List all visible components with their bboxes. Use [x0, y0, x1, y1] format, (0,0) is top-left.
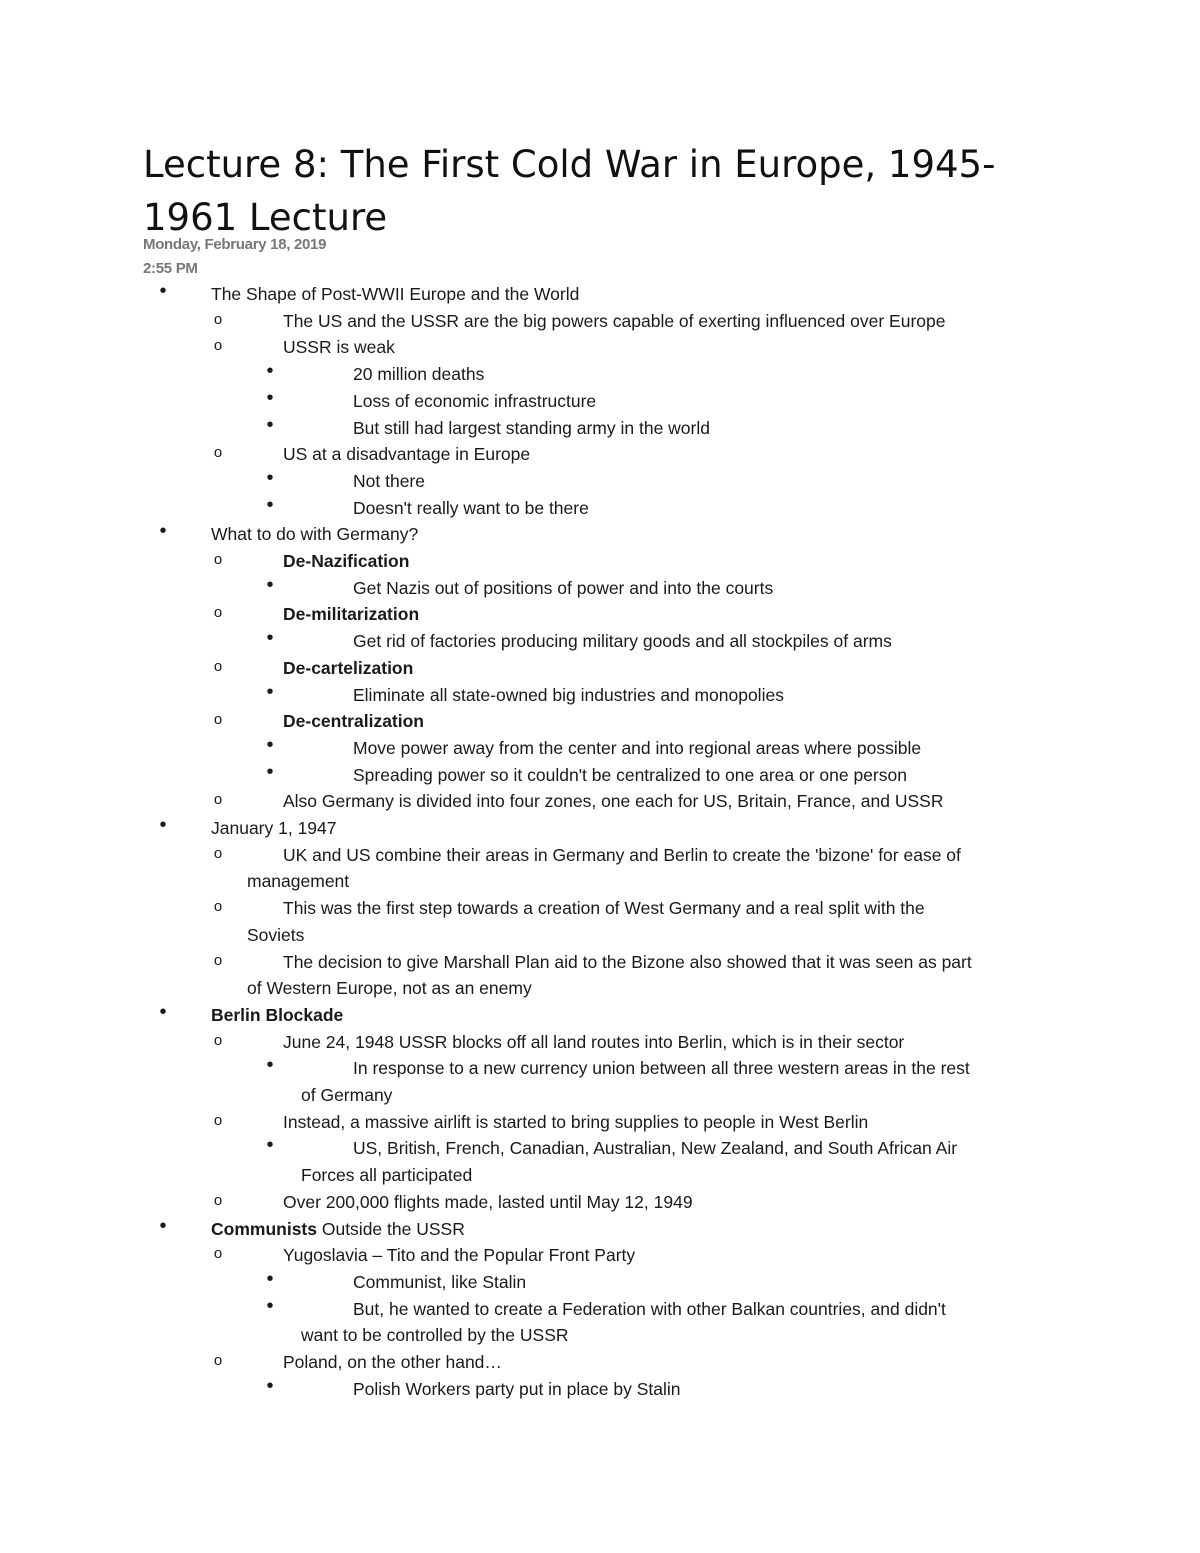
outline-item-text: June 24, 1948 USSR blocks off all land routes into Berlin, which is in their sector — [283, 1031, 905, 1052]
circle-bullet-icon: o — [213, 844, 223, 862]
outline-item-text: What to do with Germany? — [211, 524, 419, 545]
outline-item — [0, 1242, 1200, 1269]
outline-item-text: Move power away from the center and into regional areas where possible — [353, 737, 922, 758]
outline-item-text: Instead, a massive airlift is started to bring supplies to people in West Berlin — [283, 1111, 869, 1132]
note-time: 2:55 PM — [143, 260, 198, 277]
circle-bullet-icon: o — [213, 711, 223, 729]
circle-bullet-icon: o — [213, 444, 223, 462]
outline-item — [0, 1055, 1200, 1082]
disc-bullet-icon: • — [266, 733, 274, 756]
outline-item-text: Polish Workers party put in place by Stalin — [353, 1378, 681, 1399]
outline-item-text: UK and US combine their areas in Germany and Berlin to create the 'bizone' for ease of — [283, 844, 961, 865]
circle-bullet-icon: o — [213, 951, 223, 969]
circle-bullet-icon: o — [213, 1031, 223, 1049]
outline-item-text: The US and the USSR are the big powers capable of exerting influenced over Europe — [283, 310, 946, 331]
outline-item-text: In response to a new currency union between all three western areas in the rest — [353, 1058, 970, 1079]
disc-bullet-icon: • — [266, 760, 274, 783]
outline-item-text: Not there — [353, 470, 425, 491]
disc-bullet-icon: • — [266, 1054, 274, 1077]
circle-bullet-icon: o — [213, 1191, 223, 1209]
outline-item-text: Forces all participated — [301, 1165, 473, 1186]
outline-item — [0, 1002, 1200, 1029]
outline-item-text: want to be controlled by the USSR — [301, 1325, 569, 1346]
outline-item-text: But still had largest standing army in the world — [353, 417, 710, 438]
disc-bullet-icon: • — [159, 280, 167, 302]
circle-bullet-icon: o — [213, 310, 223, 328]
outline-item — [0, 548, 1200, 575]
outline-item-text: of Western Europe, not as an enemy — [247, 978, 532, 999]
outline-item-text: Also Germany is divided into four zones, one each for US, Britain, France, and USSR — [283, 791, 944, 812]
outline-item — [0, 922, 1200, 949]
circle-bullet-icon: o — [213, 551, 223, 568]
outline-item — [0, 281, 1200, 308]
circle-bullet-icon: o — [213, 791, 223, 809]
circle-bullet-icon: o — [213, 1352, 223, 1369]
outline-item-text: USSR is weak — [283, 337, 395, 358]
outline-item — [0, 1029, 1200, 1056]
circle-bullet-icon: o — [213, 1245, 223, 1263]
disc-bullet-icon: • — [159, 1000, 167, 1023]
outline-item — [0, 1296, 1200, 1323]
outline-item-bold-text: Berlin Blockade — [211, 1004, 344, 1025]
disc-bullet-icon: • — [266, 413, 274, 436]
page-title: Lecture 8: The First Cold War in Europe, 1945-1961 Lecture — [143, 143, 996, 239]
disc-bullet-icon: • — [266, 466, 274, 489]
outline-item-text: The Shape of Post-WWII Europe and the World — [211, 284, 580, 304]
outline-item — [0, 1135, 1200, 1162]
outline-item — [0, 468, 1200, 495]
disc-bullet-icon: • — [266, 1294, 274, 1317]
outline-item — [0, 575, 1200, 602]
outline-item — [0, 1322, 1200, 1349]
disc-bullet-icon: • — [159, 520, 167, 543]
circle-bullet-icon: o — [213, 898, 223, 916]
outline-item-text — [211, 1216, 465, 1243]
outline-item — [0, 735, 1200, 762]
outline-item-text: Soviets — [247, 924, 305, 945]
outline-item — [0, 441, 1200, 468]
outline-item-bold-text: De-militarization — [283, 604, 420, 625]
outline-item — [0, 1349, 1200, 1376]
outline-item — [0, 521, 1200, 548]
outline-item-rest-text: Outside the USSR — [316, 1218, 465, 1239]
outline-item — [0, 1109, 1200, 1136]
outline-item-text — [283, 708, 424, 735]
outline-item — [0, 361, 1200, 388]
outline-item — [0, 788, 1200, 815]
outline-item — [0, 495, 1200, 522]
outline-item — [0, 815, 1200, 842]
outline-item — [0, 975, 1200, 1002]
outline-item — [0, 1376, 1200, 1403]
outline-item — [0, 655, 1200, 682]
outline-item — [0, 388, 1200, 415]
outline-item — [0, 415, 1200, 442]
disc-bullet-icon: • — [266, 386, 274, 409]
outline-item — [0, 1189, 1200, 1216]
outline-item-text: Loss of economic infrastructure — [353, 390, 597, 411]
outline-item-text: Communist, like Stalin — [353, 1271, 527, 1292]
outline-item-bold-text: De-Nazification — [283, 551, 410, 571]
outline-item — [0, 949, 1200, 976]
outline-item — [0, 708, 1200, 735]
outline-item — [0, 1162, 1200, 1189]
note-date: Monday, February 18, 2019 — [143, 236, 327, 253]
disc-bullet-icon: • — [159, 1214, 167, 1237]
outline-item-text: management — [247, 871, 350, 892]
disc-bullet-icon: • — [266, 1134, 274, 1157]
disc-bullet-icon: • — [266, 680, 274, 703]
outline-item-text — [283, 548, 409, 575]
outline-item — [0, 334, 1200, 361]
outline-item — [0, 308, 1200, 335]
circle-bullet-icon: o — [213, 604, 223, 622]
outline-item-text: 20 million deaths — [353, 364, 485, 385]
outline-item — [0, 601, 1200, 628]
outline-item — [0, 895, 1200, 922]
outline-item — [0, 1082, 1200, 1109]
disc-bullet-icon: • — [266, 573, 274, 596]
outline-item-text: Get rid of factories producing military goods and all stockpiles of arms — [353, 631, 892, 652]
outline-item-text: January 1, 1947 — [211, 818, 337, 838]
outline-item-bold-text: Communists — [211, 1218, 317, 1239]
disc-bullet-icon: • — [266, 627, 274, 650]
outline-item-bold-text: De-cartelization — [283, 657, 414, 678]
outline-item-text: Poland, on the other hand… — [283, 1352, 502, 1372]
outline-item — [0, 1269, 1200, 1296]
outline-item — [0, 628, 1200, 655]
circle-bullet-icon: o — [213, 1111, 223, 1129]
circle-bullet-icon: o — [213, 657, 223, 675]
outline-item — [0, 842, 1200, 869]
disc-bullet-icon: • — [159, 814, 167, 836]
outline-item-text — [283, 601, 419, 628]
disc-bullet-icon: • — [266, 1374, 274, 1397]
disc-bullet-icon: • — [266, 493, 274, 516]
outline-item-text: This was the first step towards a creation of West Germany and a real split with the — [283, 898, 925, 919]
outline-item — [0, 682, 1200, 709]
outline-item-text: But, he wanted to create a Federation with other Balkan countries, and didn't — [353, 1298, 946, 1319]
outline-item-text: Doesn't really want to be there — [353, 497, 589, 518]
outline-item-text — [283, 655, 413, 682]
disc-bullet-icon: • — [266, 360, 274, 383]
outline-item-text: The decision to give Marshall Plan aid to the Bizone also showed that it was seen as part — [283, 951, 972, 972]
outline-item — [0, 1216, 1200, 1243]
outline-item-text: of Germany — [301, 1085, 393, 1105]
outline-item-text: Spreading power so it couldn't be centralized to one area or one person — [353, 764, 907, 785]
outline-item-text — [211, 1002, 343, 1029]
disc-bullet-icon: • — [266, 1267, 274, 1290]
circle-bullet-icon: o — [213, 337, 223, 355]
outline-item-bold-text: De-centralization — [283, 711, 424, 732]
outline-item-text: Yugoslavia – Tito and the Popular Front Party — [283, 1245, 636, 1266]
outline-item-text: Get Nazis out of positions of power and into the courts — [353, 577, 774, 598]
outline-item-text: US, British, French, Canadian, Australian, New Zealand, and South African Air — [353, 1138, 958, 1159]
outline-item — [0, 762, 1200, 789]
outline-item-text: Over 200,000 flights made, lasted until May 12, 1949 — [283, 1191, 693, 1212]
outline-item-text: Eliminate all state-owned big industries and monopolies — [353, 684, 784, 705]
outline-item — [0, 868, 1200, 895]
outline-item-text: US at a disadvantage in Europe — [283, 444, 531, 465]
